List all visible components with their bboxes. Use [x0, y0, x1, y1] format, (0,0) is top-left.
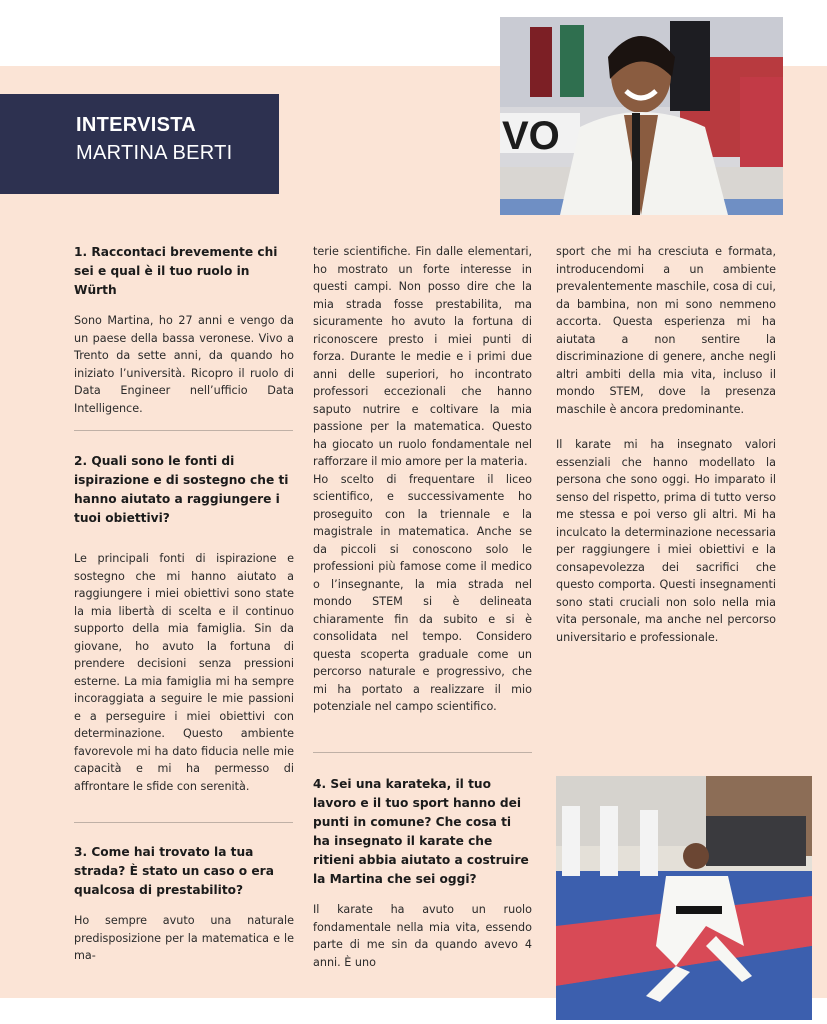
divider: [74, 430, 293, 431]
answer-3-start: Ho sempre avuto una naturale predisposizione per la matematica e le ma-: [74, 914, 294, 962]
question-3: 3. Come hai trovato la tua strada? È stato un caso o era qualcosa di prestabilito?: [74, 845, 274, 897]
answer-3-continued-2: Ho scelto di frequentare il liceo scientifico, e successivamente ho proseguito con la triennale e la magistrale in matematica. Anche se da piccoli si conoscono solo le professioni più famose come il medico o l’insegnante, la mia strada nel mondo STEM si è delineata chiaramente fin da subito e si è consolidata nel tempo. Considero questa scoperta graduale come un percorso naturale e progressivo, che mi ha portato a realizzare il mio potenziale nel campo scientifico.: [313, 472, 532, 713]
question-4: 4. Sei una karateka, il tuo lavoro e il tuo sport hanno dei punti in comune? Che cosa ti ha insegnato il karate che ritieni abbia aiutato a costruire la Martina che sei oggi?: [313, 777, 529, 886]
karate-competition-photo: [556, 776, 812, 1020]
section-kicker: INTERVISTA: [76, 114, 197, 136]
column-3: [556, 243, 776, 646]
divider: [74, 822, 293, 823]
answer-3-continued: terie scientifiche. Fin dalle elementari, ho mostrato un forte interesse in questi campi. Non posso dire che la mia strada fosse prestabilita, ma sicuramente ho avuto la fortuna di riconoscere presto i miei punti di forza. Durante le medie e i primi due anni delle superiori, ho incontrato professori eccezionali che hanno saputo nutrire e coltivare la mia passione per la matematica. Questo ha giocato un ruolo fondamentale nel rafforzare il mio amore per la materia.: [313, 245, 532, 468]
divider: [313, 752, 532, 753]
title-banner: [0, 94, 279, 194]
answer-1: Sono Martina, ho 27 anni e vengo da un paese della bassa veronese. Vivo a Trento da sette anni, da quando ho iniziato l’università. Ricopro il ruolo di Data Engineer nell’ufficio Data Intelligence.: [74, 314, 294, 415]
column-2-q4: [313, 775, 532, 971]
column-1-q3: [74, 843, 294, 965]
question-1: 1. Raccontaci brevemente chi sei e qual è il tuo ruolo in Würth: [74, 245, 278, 297]
answer-4-continued-2: Il karate mi ha insegnato valori essenziali che hanno modellato la persona che sono oggi. Ho imparato il senso del rispetto, prima di tutto verso me stessa e poi verso gli altri. Mi ha inculcato la determinazione necessaria per raggiungere i miei obiettivi e la consapevolezza dei sacrifici che questo comporta. Questi insegnamenti sono stati cruciali non solo nella mia vita personale, ma anche nel percorso universitario e professionale.: [556, 438, 776, 644]
portrait-photo: [500, 17, 783, 215]
question-2: 2. Quali sono le fonti di ispirazione e di sostegno che ti hanno aiutato a raggiungere i tuoi obiettivi?: [74, 454, 289, 525]
answer-4-start: Il karate ha avuto un ruolo fondamentale nella mia vita, essendo parte di me sin da quando avevo 4 anni. È uno: [313, 903, 532, 969]
answer-4-continued: sport che mi ha cresciuta e formata, introducendomi a un ambiente prevalentemente maschile, cosa di cui, da bambina, non mi sono nemmeno accorta. Questa esperienza mi ha aiutata a non sentire la discriminazione di genere, anche negli altri ambiti della mia vita, incluso il mondo STEM, dove la presenza maschile è ancora predominante.: [556, 245, 776, 416]
svg-text:VO: VO: [502, 114, 560, 158]
column-2: [313, 243, 532, 716]
interviewee-name: MARTINA BERTI: [76, 142, 233, 164]
answer-2: Le principali fonti di ispirazione e sostegno che mi hanno aiutato a raggiungere i miei obiettivi sono state la mia libertà di scelta e il continuo supporto della mia famiglia. Sin da giovane, ho avuto la fortuna di prendere decisioni senza pressioni esterne. La mia famiglia mi ha sempre incoraggiata a seguire le mie passioni e a perseguire i miei obiettivi con determinazione. Questo ambiente favorevole mi ha dato fiducia nelle mie capacità e mi ha permesso di affrontare le sfide con serenità.: [74, 552, 294, 793]
column-1-q2: [74, 452, 294, 795]
column-1: [74, 243, 294, 417]
